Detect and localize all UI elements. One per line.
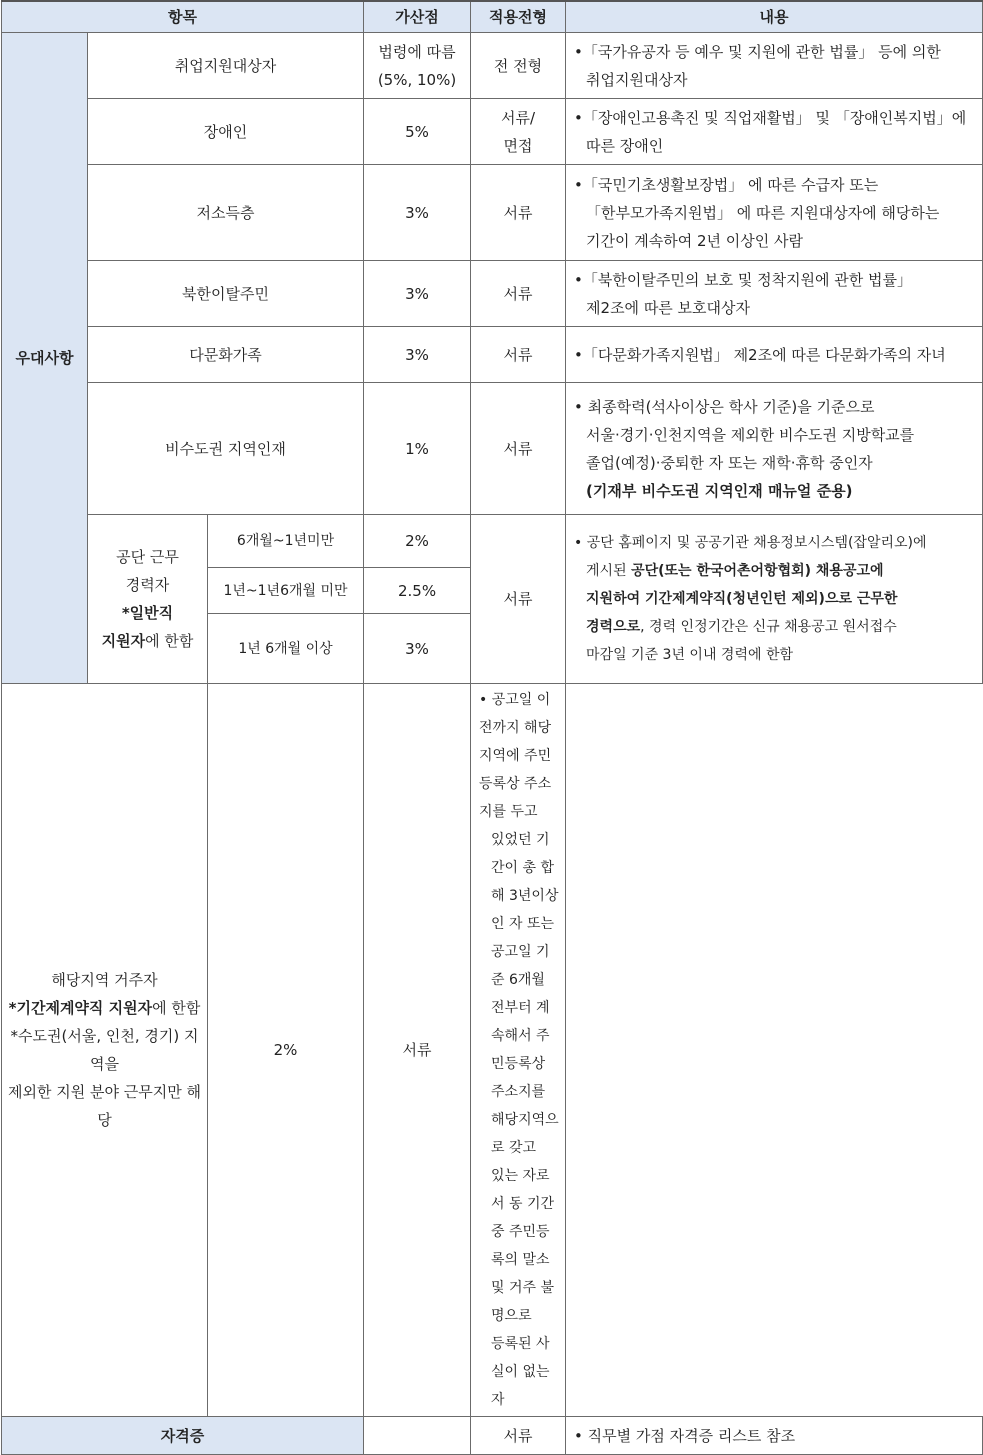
row-stage: 서류/ 면접 bbox=[471, 99, 566, 165]
table-row bbox=[2, 515, 983, 568]
row-name: 장애인 bbox=[88, 99, 364, 165]
row-content: •「다문화가족지원법」 제2조에 따른 다문화가족의 자녀 bbox=[566, 327, 983, 383]
career-period: 1년~1년6개월 미만 bbox=[208, 568, 364, 614]
row-points: 3% bbox=[364, 261, 471, 327]
header-stage: 적용전형 bbox=[471, 1, 566, 33]
row-content: •「북한이탈주민의 보호 및 정착지원에 관한 법률」 제2조에 따른 보호대상자 bbox=[566, 261, 983, 327]
header-item: 항목 bbox=[2, 1, 364, 33]
certificate-stage: 서류 bbox=[471, 1417, 566, 1455]
row-name: 북한이탈주민 bbox=[88, 261, 364, 327]
row-points: 법령에 따름 (5%, 10%) bbox=[364, 33, 471, 99]
row-stage: 서류 bbox=[471, 327, 566, 383]
table-row bbox=[2, 165, 983, 261]
resident-points: 2% bbox=[208, 684, 364, 1417]
certificate-points bbox=[364, 1417, 471, 1455]
career-stage: 서류 bbox=[471, 515, 566, 684]
career-points: 2.5% bbox=[364, 568, 471, 614]
table-row bbox=[2, 383, 983, 515]
row-stage: 서류 bbox=[471, 383, 566, 515]
table-row bbox=[2, 33, 983, 99]
career-period: 1년 6개월 이상 bbox=[208, 614, 364, 684]
career-points: 2% bbox=[364, 515, 471, 568]
resident-content: • 공고일 이전까지 해당지역에 주민등록상 주소지를 두고 있었던 기간이 총 합해 3년이상인 자 또는 공고일 기준 6개월 전부터 계속해서 주민등록상 주소지를 해당지역으로 갖고 있는 자로서 동 기간 중 주민등록의 말소 및 거주 불명으로 등록된 사실이 없는 자 bbox=[471, 684, 566, 1417]
row-content: •「장애인고용촉진 및 직업재활법」 및 「장애인복지법」에 따른 장애인 bbox=[566, 99, 983, 165]
row-name: 비수도권 지역인재 bbox=[88, 383, 364, 515]
row-content: • 최종학력(석사이상은 학사 기준)을 기준으로 서울·경기·인천지역을 제외한 비수도권 지방학교를 졸업(예정)·중퇴한 자 또는 재학·휴학 중인자 (기재부 비수도권 지역인재 매뉴얼 준용) bbox=[566, 383, 983, 515]
row-content: •「국민기초생활보장법」 에 따른 수급자 또는 「한부모가족지원법」 에 따른 지원대상자에 해당하는 기간이 계속하여 2년 이상인 사람 bbox=[566, 165, 983, 261]
header-points: 가산점 bbox=[364, 1, 471, 33]
table-row bbox=[2, 1417, 983, 1455]
table-row bbox=[2, 684, 983, 1417]
table-header-row bbox=[2, 1, 983, 33]
row-content: •「국가유공자 등 예우 및 지원에 관한 법률」 등에 의한 취업지원대상자 bbox=[566, 33, 983, 99]
certificate-content: • 직무별 가점 자격증 리스트 참조 bbox=[566, 1417, 983, 1455]
row-points: 1% bbox=[364, 383, 471, 515]
table-row bbox=[2, 327, 983, 383]
header-content: 내용 bbox=[566, 1, 983, 33]
certificate-name: 자격증 bbox=[2, 1417, 364, 1455]
career-content: • 공단 홈페이지 및 공공기관 채용정보시스템(잡알리오)에 게시된 공단(또는 한국어촌어항협회) 채용공고에 지원하여 기간제계약직(청년인턴 제외)으로 근무한 경력으로, 경력 인정기간은 신규 채용공고 원서접수 마감일 기준 3년 이내 경력에 한함 bbox=[566, 515, 983, 684]
row-points: 3% bbox=[364, 165, 471, 261]
career-period: 6개월~1년미만 bbox=[208, 515, 364, 568]
row-points: 3% bbox=[364, 327, 471, 383]
resident-stage: 서류 bbox=[364, 684, 471, 1417]
row-name: 취업지원대상자 bbox=[88, 33, 364, 99]
career-name: 공단 근무 경력자 *일반직 지원자에 한함 bbox=[88, 515, 208, 684]
category-label: 우대사항 bbox=[2, 33, 88, 684]
career-points: 3% bbox=[364, 614, 471, 684]
row-points: 5% bbox=[364, 99, 471, 165]
row-stage: 전 전형 bbox=[471, 33, 566, 99]
preference-table bbox=[1, 0, 983, 1455]
table-row bbox=[2, 261, 983, 327]
row-name: 다문화가족 bbox=[88, 327, 364, 383]
resident-name: 해당지역 거주자 *기간제계약직 지원자에 한함 *수도권(서울, 인천, 경기) 지역을 제외한 지원 분야 근무지만 해당 bbox=[2, 684, 208, 1417]
row-stage: 서류 bbox=[471, 165, 566, 261]
table-row bbox=[2, 99, 983, 165]
row-name: 저소득층 bbox=[88, 165, 364, 261]
row-stage: 서류 bbox=[471, 261, 566, 327]
